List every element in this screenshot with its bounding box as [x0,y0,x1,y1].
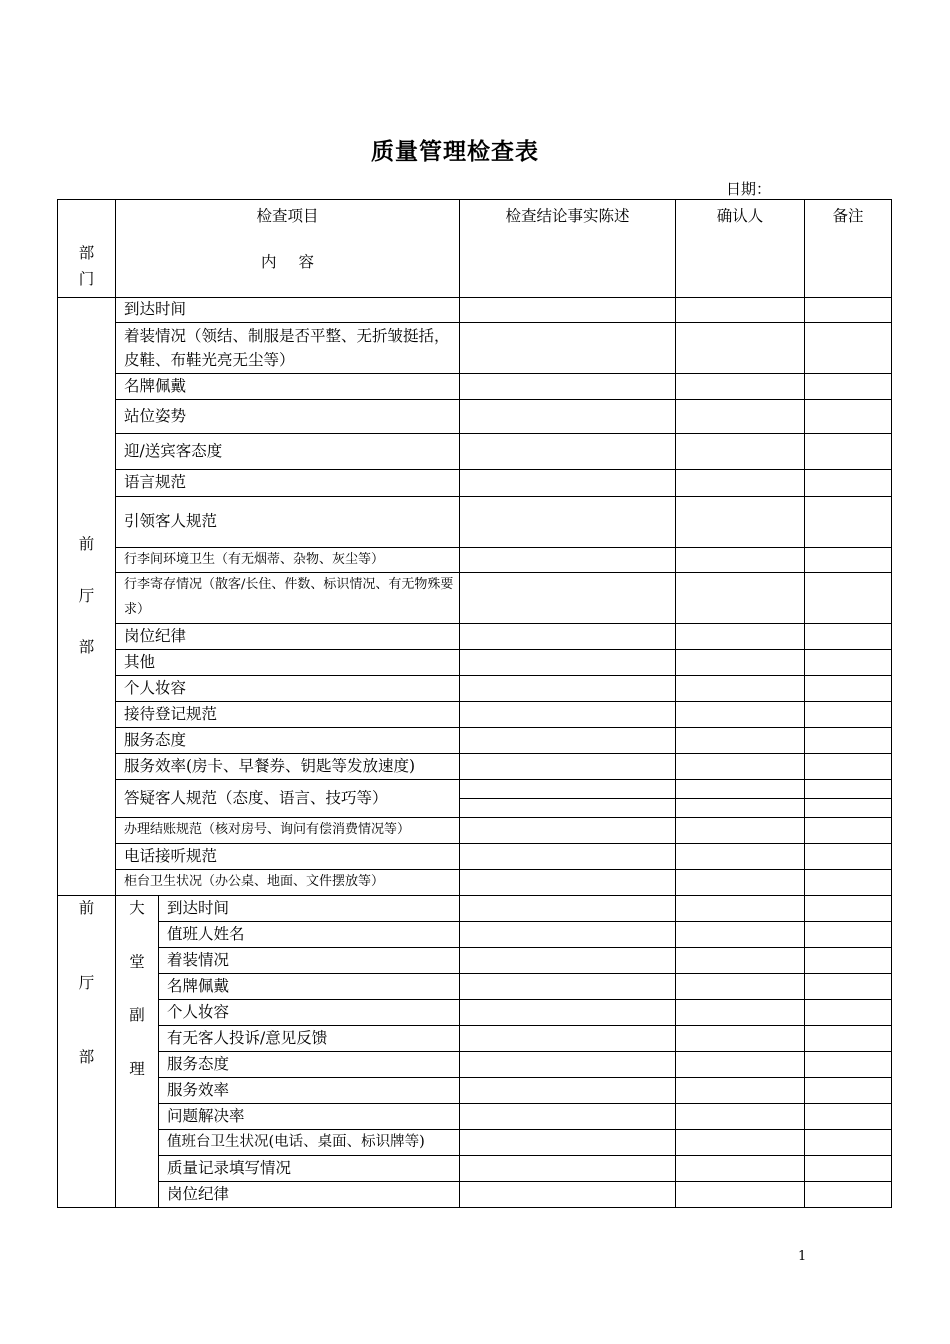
item-cell: 办理结账规范（核对房号、询问有偿消费情况等） [116,818,460,844]
confirm-cell[interactable] [676,780,805,799]
item-cell: 站位姿势 [116,400,460,434]
item-cell: 迎/送宾客态度 [116,434,460,470]
confirm-cell[interactable] [676,650,805,676]
result-cell[interactable] [460,624,676,650]
result-cell[interactable] [460,400,676,434]
result-cell[interactable] [460,676,676,702]
result-cell[interactable] [460,470,676,497]
table-row [58,676,892,702]
item-cell: 着装情况 [159,948,460,974]
header-dept [58,200,116,298]
result-cell[interactable] [460,298,676,323]
inspection-table [57,199,892,1208]
section1-dept [58,298,116,896]
result-cell[interactable] [460,780,676,799]
result-cell[interactable] [460,948,676,974]
result-cell[interactable] [460,702,676,728]
item-cell: 服务态度 [116,728,460,754]
result-cell[interactable] [460,974,676,1000]
item-cell: 个人妆容 [116,676,460,702]
remark-cell[interactable] [805,896,892,922]
confirm-cell[interactable] [676,400,805,434]
confirm-cell[interactable] [676,323,805,374]
result-cell[interactable] [460,1052,676,1078]
remark-cell[interactable] [805,870,892,896]
result-cell[interactable] [460,1104,676,1130]
table-row [58,497,892,548]
section2-dept-char: 部 [78,1048,95,1067]
item-cell: 电话接听规范 [116,844,460,870]
table-row [58,780,892,799]
confirm-cell[interactable] [676,298,805,323]
table-row [58,470,892,497]
item-cell: 行李寄存情况（散客/长住、件数、标识情况、有无物殊要求） [116,573,460,624]
page-number: 1 [798,1249,807,1264]
table-row [58,870,892,896]
table-row [58,400,892,434]
remark-cell[interactable] [805,1130,892,1156]
table-row [58,1078,892,1104]
item-cell: 柜台卫生状况（办公桌、地面、文件摆放等） [116,870,460,896]
confirm-cell[interactable] [676,870,805,896]
result-cell[interactable] [460,1026,676,1052]
remark-cell[interactable] [805,799,892,818]
confirm-cell[interactable] [676,497,805,548]
header-item-line1: 检查项目 [256,207,319,225]
item-cell: 答疑客人规范（态度、语言、技巧等） [116,780,460,818]
confirm-cell[interactable] [676,1000,805,1026]
remark-cell[interactable] [805,754,892,780]
remark-cell[interactable] [805,818,892,844]
result-cell[interactable] [460,323,676,374]
header-remark: 备注 [805,200,892,298]
item-cell: 接待登记规范 [116,702,460,728]
table-row [58,818,892,844]
result-cell[interactable] [460,650,676,676]
table-row [58,702,892,728]
section1-dept-char: 前 [78,534,95,553]
date-label: 日期： [726,180,772,198]
table-row [58,948,892,974]
confirm-cell[interactable] [676,818,805,844]
remark-cell[interactable] [805,624,892,650]
remark-cell[interactable] [805,374,892,400]
table-row [58,323,892,374]
confirm-cell[interactable] [676,573,805,624]
section2-sub-char: 副 [129,1006,145,1025]
item-cell: 个人妆容 [159,1000,460,1026]
section1-dept-char: 厅 [78,586,95,605]
remark-cell[interactable] [805,470,892,497]
result-cell[interactable] [460,844,676,870]
item-cell: 质量记录填写情况 [159,1156,460,1182]
result-cell[interactable] [460,799,676,818]
table-row [58,434,892,470]
result-cell[interactable] [460,728,676,754]
confirm-cell[interactable] [676,1026,805,1052]
remark-cell[interactable] [805,728,892,754]
remark-cell[interactable] [805,1156,892,1182]
remark-cell[interactable] [805,323,892,374]
item-cell: 服务效率(房卡、早餐券、钥匙等发放速度) [116,754,460,780]
table-row [58,1156,892,1182]
item-cell: 服务效率 [159,1078,460,1104]
section1-dept-char: 部 [78,638,95,657]
item-cell: 岗位纪律 [159,1182,460,1208]
table-row [58,374,892,400]
result-cell[interactable] [460,1156,676,1182]
result-cell[interactable] [460,1130,676,1156]
item-cell: 到达时间 [116,298,460,323]
remark-cell[interactable] [805,573,892,624]
remark-cell[interactable] [805,974,892,1000]
confirm-cell[interactable] [676,728,805,754]
result-cell[interactable] [460,922,676,948]
table-row [58,1130,892,1156]
remark-cell[interactable] [805,676,892,702]
confirm-cell[interactable] [676,676,805,702]
confirm-cell[interactable] [676,702,805,728]
remark-cell[interactable] [805,400,892,434]
remark-cell[interactable] [805,497,892,548]
item-cell: 其他 [116,650,460,676]
table-header-row [58,200,892,298]
confirm-cell[interactable] [676,948,805,974]
item-cell: 有无客人投诉/意见反馈 [159,1026,460,1052]
table-row [58,1182,892,1208]
result-cell[interactable] [460,434,676,470]
remark-cell[interactable] [805,922,892,948]
confirm-cell[interactable] [676,974,805,1000]
remark-cell[interactable] [805,1182,892,1208]
item-cell: 行李间环境卫生（有无烟蒂、杂物、灰尘等） [116,548,460,573]
header-confirm: 确认人 [676,200,805,298]
table-row [58,1026,892,1052]
table-row [58,922,892,948]
table-row [58,1052,892,1078]
table-row [58,298,892,323]
remark-cell[interactable] [805,1104,892,1130]
result-cell[interactable] [460,896,676,922]
remark-cell[interactable] [805,1026,892,1052]
item-cell: 值班台卫生状况(电话、桌面、标识牌等) [159,1130,460,1156]
confirm-cell[interactable] [676,922,805,948]
header-item [116,200,460,298]
table-row [58,728,892,754]
result-cell[interactable] [460,818,676,844]
table-row [58,548,892,573]
confirm-cell[interactable] [676,799,805,818]
document-title: 质量管理检查表 [371,138,539,165]
item-cell: 语言规范 [116,470,460,497]
confirm-cell[interactable] [676,844,805,870]
remark-cell[interactable] [805,650,892,676]
confirm-cell[interactable] [676,624,805,650]
header-result: 检查结论事实陈述 [460,200,676,298]
header-dept-char: 门 [78,269,95,288]
item-cell: 引领客人规范 [116,497,460,548]
table-row [58,624,892,650]
confirm-cell[interactable] [676,548,805,573]
table-row [58,896,892,922]
table-row [58,1000,892,1026]
confirm-cell[interactable] [676,1104,805,1130]
header-item-line2: 内容 [261,252,337,271]
result-cell[interactable] [460,870,676,896]
result-cell[interactable] [460,573,676,624]
confirm-cell[interactable] [676,434,805,470]
remark-cell[interactable] [805,948,892,974]
remark-cell[interactable] [805,1052,892,1078]
item-cell: 到达时间 [159,896,460,922]
table-row [58,754,892,780]
result-cell[interactable] [460,497,676,548]
item-cell: 问题解决率 [159,1104,460,1130]
section2-dept [58,896,116,1208]
item-cell: 名牌佩戴 [116,374,460,400]
confirm-cell[interactable] [676,1130,805,1156]
section2-dept-char: 前 [78,899,95,917]
confirm-cell[interactable] [676,1182,805,1208]
remark-cell[interactable] [805,1000,892,1026]
confirm-cell[interactable] [676,1078,805,1104]
result-cell[interactable] [460,374,676,400]
item-cell: 服务态度 [159,1052,460,1078]
result-cell[interactable] [460,548,676,573]
section2-dept-char: 厅 [78,973,95,992]
remark-cell[interactable] [805,702,892,728]
remark-cell[interactable] [805,780,892,799]
result-cell[interactable] [460,1182,676,1208]
item-cell: 岗位纪律 [116,624,460,650]
remark-cell[interactable] [805,1078,892,1104]
remark-cell[interactable] [805,434,892,470]
result-cell[interactable] [460,754,676,780]
item-cell: 着装情况（领结、制服是否平整、无折皱挺括，皮鞋、布鞋光亮无尘等） [116,323,460,374]
confirm-cell[interactable] [676,1156,805,1182]
table-row [58,573,892,624]
table-row [58,844,892,870]
result-cell[interactable] [460,1000,676,1026]
remark-cell[interactable] [805,298,892,323]
section2-sub-char: 大 [129,899,145,917]
result-cell[interactable] [460,1078,676,1104]
confirm-cell[interactable] [676,754,805,780]
section2-sub-char: 理 [129,1060,145,1079]
table-row [58,1104,892,1130]
section2-sub-char: 堂 [129,952,145,971]
table-row [58,650,892,676]
confirm-cell[interactable] [676,374,805,400]
item-cell: 值班人姓名 [159,922,460,948]
item-cell: 名牌佩戴 [159,974,460,1000]
confirm-cell[interactable] [676,1052,805,1078]
table-row [58,974,892,1000]
confirm-cell[interactable] [676,896,805,922]
confirm-cell[interactable] [676,470,805,497]
remark-cell[interactable] [805,844,892,870]
header-dept-char: 部 [78,243,95,262]
remark-cell[interactable] [805,548,892,573]
section2-subdept [116,896,159,1208]
